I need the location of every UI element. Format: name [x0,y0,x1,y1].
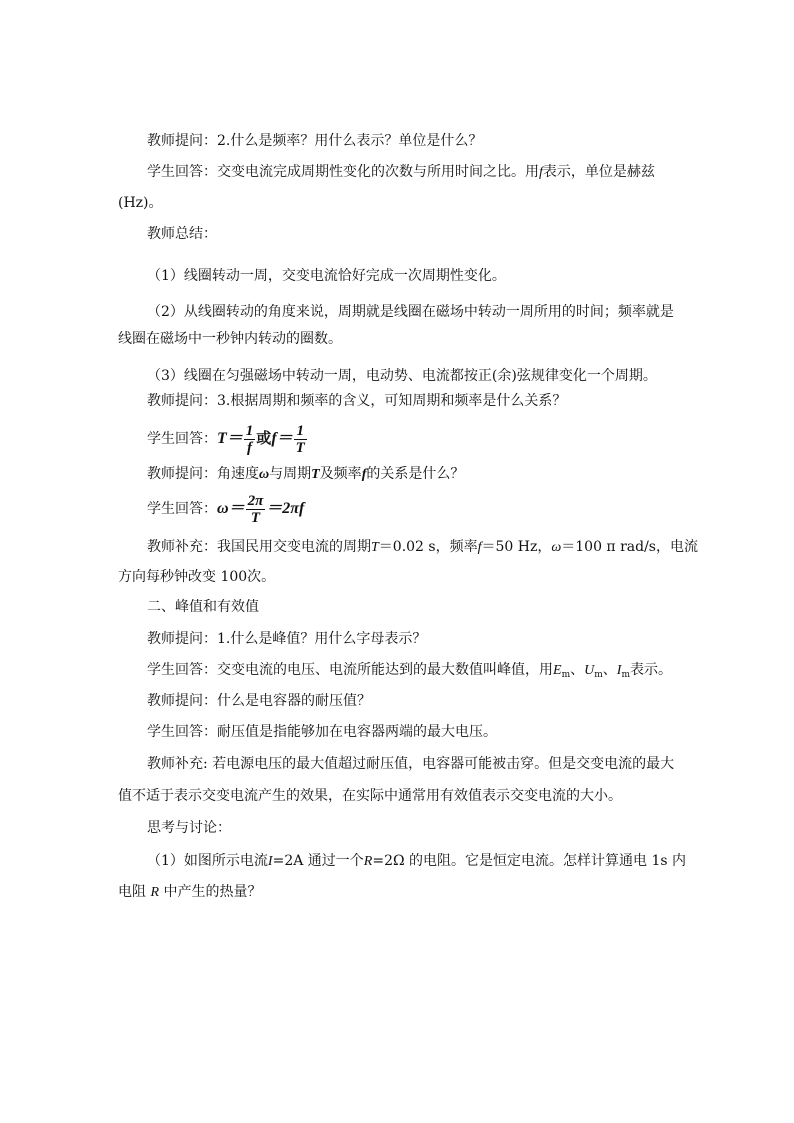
answer-frequency-line2 [118,193,163,213]
question-text: 及频率 [319,466,362,482]
summary-label: 教师总结： [147,226,217,242]
equals-sign: ＝ [228,500,245,517]
answer-withstand-voltage [147,722,497,742]
var-I: I [616,663,622,678]
answer-omega-formula [147,489,304,529]
numerator: 1 [245,422,254,439]
var-T: T [311,467,320,482]
answer-text: 交变电流完成周期性变化的次数与所用时间之比。用 [217,164,539,180]
answer-period-formula [147,418,308,458]
equals-sign: ＝ [226,430,243,447]
discussion-text: 电阻 [118,884,146,900]
question-text: 角速度 [217,466,259,482]
answer-text: 耐压值是指能够加在电容器两端的最大电压。 [217,724,497,740]
discussion-text: =2Ω 的电阻。它是恒定电流。怎样计算通电 1s 内 [372,853,687,869]
teacher-label: 教师提问： [147,693,217,709]
var-f: f [539,165,543,180]
summary-text: （1）线圈转动一周，交变电流恰好完成一次周期性变化。 [147,268,506,284]
question-text: 的关系是什么？ [366,466,465,482]
formula-2pif: ＝2πf [266,500,305,517]
discussion-text: （1）如图所示电流 [147,853,268,869]
summary-point-3 [147,366,657,386]
equals-sign: ＝ [276,430,293,447]
question-omega [147,464,464,485]
subscript-m: m [594,670,603,680]
fraction-1-over-f [244,423,256,456]
answer-text: 表示，单位是赫兹 [542,164,655,180]
summary-point-2-line2 [118,329,342,349]
var-omega: ω [551,540,562,555]
subscript-m: m [621,670,630,680]
summary-point-2-line1 [147,302,674,322]
separator: 、 [602,662,617,678]
var-T: T [217,430,227,447]
question-frequency [147,131,482,151]
separator: 、 [570,662,585,678]
var-R: R [363,854,373,869]
student-label: 学生回答： [147,662,217,678]
teacher-label: 教师提问： [147,393,217,409]
student-label: 学生回答： [147,164,217,180]
var-T: T [371,540,379,555]
teacher-label: 教师补充： [147,539,217,555]
var-f: f [361,467,367,482]
subscript-m: m [561,670,571,680]
denominator: T [295,439,305,456]
summary-text: （2）从线圈转动的角度来说，周期就是线圈在磁场中转动一周所用的时间；频率就是 [147,304,674,320]
section-title: 二、峰值和有效值 [147,599,259,615]
supplement-text: ＝0.02 s，频率 [378,539,478,555]
answer-frequency-line1 [147,162,655,183]
supplement-text: 值不适于表示交变电流产生的效果，在实际中通常用有效值表示交变电流的大小。 [118,788,622,804]
supplement-text: 若电源电压的最大值超过耐压值，电容器可能被击穿。但是交变电流的最大 [207,756,675,772]
denominator: T [250,509,261,526]
denominator: f [247,439,253,456]
question-text: 2.什么是频率？用什么表示？单位是什么？ [217,133,483,149]
or-text: 或 [256,429,272,447]
student-label: 学生回答： [147,724,217,740]
var-omega: ω [217,500,229,517]
question-withstand-voltage [147,691,371,711]
supplement-text: 方向每秒钟改变 100次。 [118,569,276,585]
section-heading-peak-value [147,597,259,617]
supplement-line1 [147,537,698,558]
fraction-2pi-over-T [246,493,266,526]
answer-text: 交变电流的电压、电流所能达到的最大数值叫峰值，用 [217,662,553,678]
discussion-item-1-line1 [147,851,686,872]
discussion-item-1-line2 [118,882,261,903]
var-omega: ω [259,467,270,482]
var-f: f [477,540,482,555]
numerator: 2π [247,492,264,509]
supplement-text: 我国民用交变电流的周期 [217,539,371,555]
supplement-line2 [118,567,275,587]
supplement-text: ＝50 Hz， [481,539,552,555]
supplement-text: ＝100 π rad/s，电流 [561,539,698,555]
question-period-frequency [147,391,566,411]
question-peak [147,629,426,649]
summary-text: 线圈在磁场中一秒钟内转动的圈数。 [118,331,342,347]
think-discuss-heading [147,818,231,838]
fraction-1-over-T [294,423,307,456]
discussion-text: =2A 通过一个 [272,853,364,869]
teacher-label: 教师提问： [147,631,217,647]
student-label: 学生回答： [147,431,217,447]
teacher-summary-label [147,224,217,244]
question-text: 1.什么是峰值？用什么字母表示？ [217,631,427,647]
supplement2-line1 [147,754,674,774]
var-U: U [584,663,595,678]
question-text: 与周期 [269,466,312,482]
var-I: I [267,854,273,869]
question-text: 什么是电容器的耐压值？ [217,693,371,709]
supplement2-line2 [118,786,622,806]
answer-text: 表示。 [630,662,672,678]
student-label: 学生回答： [147,501,217,517]
discussion-text: 中产生的热量？ [163,884,262,900]
var-E: E [553,663,562,678]
summary-text: （3）线圈在匀强磁场中转动一周，电动势、电流都按正(余)弦规律变化一个周期。 [147,368,657,384]
var-R: R [150,885,160,900]
teacher-label: 教师补充: [147,756,208,772]
answer-text: (Hz)。 [118,195,163,211]
teacher-label: 教师提问： [147,466,217,482]
question-text: 3.根据周期和频率的含义，可知周期和频率是什么关系？ [217,393,567,409]
summary-point-1 [147,266,506,286]
answer-peak [147,660,672,685]
var-f: f [271,430,277,447]
teacher-label: 教师提问： [147,133,217,149]
think-title: 思考与讨论： [147,820,231,836]
numerator: 1 [294,423,307,440]
